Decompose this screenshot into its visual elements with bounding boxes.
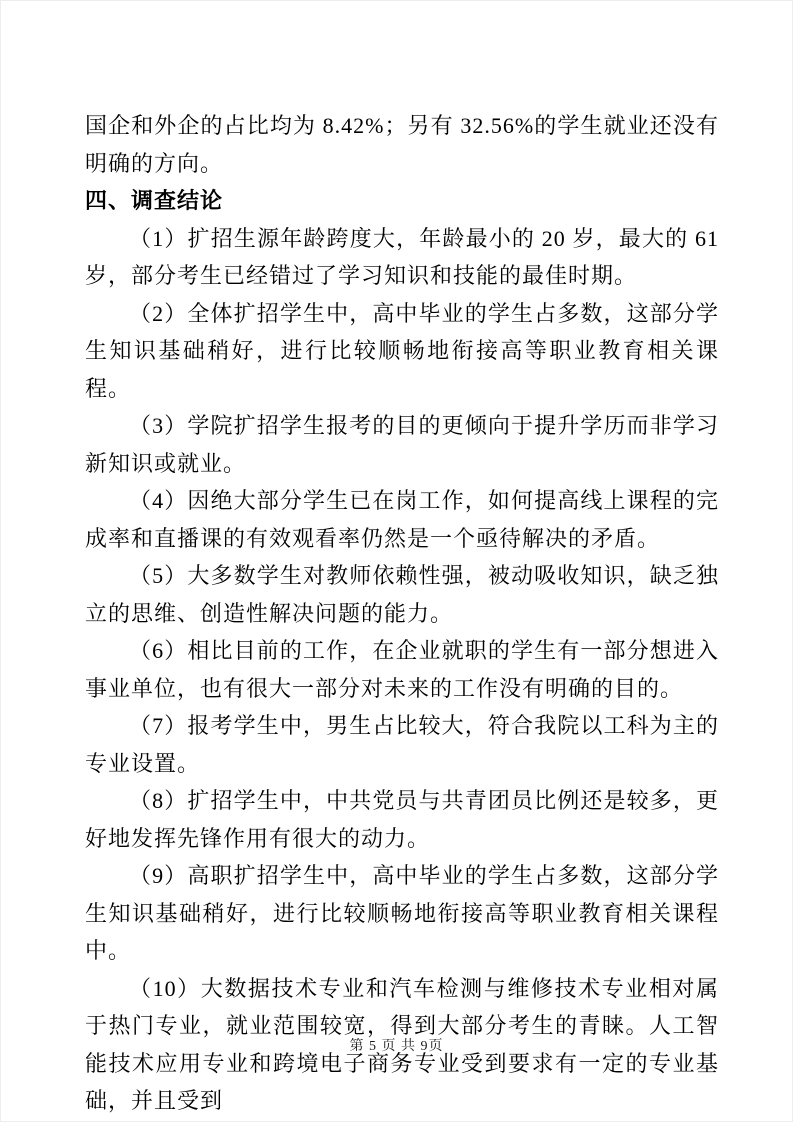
conclusion-paragraph-3: （3）学院扩招学生报考的目的更倾向于提升学历而非学习新知识或就业。 (85, 413, 719, 476)
conclusion-paragraph-5: （5）大多数学生对教师依赖性强，被动吸收知识，缺乏独立的思维、创造性解决问题的能力。 (85, 563, 719, 626)
conclusion-paragraph-8: （8）扩招学生中，中共党员与共青团员比例还是较多，更好地发挥先锋作用有很大的动力。 (85, 788, 719, 851)
continuation-paragraph: 国企和外企的占比均为 8.42%；另有 32.56%的学生就业还没有明确的方向。 (85, 113, 719, 176)
conclusion-paragraph-4: （4）因绝大部分学生已在岗工作，如何提高线上课程的完成率和直播课的有效观看率仍然是一个亟待解决的矛盾。 (85, 488, 719, 551)
section-heading-conclusions: 四、调查结论 (85, 188, 224, 213)
conclusion-paragraph-2: （2）全体扩招学生中，高中毕业的学生占多数，这部分学生知识基础稍好，进行比较顺畅地衔接高等职业教育相关课程。 (85, 300, 719, 401)
conclusion-paragraph-6: （6）相比目前的工作，在企业就职的学生有一部分想进入事业单位，也有很大一部分对未来的工作没有明确的目的。 (85, 638, 719, 701)
conclusion-paragraph-7: （7）报考学生中，男生占比较大，符合我院以工科为主的专业设置。 (85, 713, 719, 776)
conclusion-paragraph-10: （10）大数据技术专业和汽车检测与维修技术专业相对属于热门专业，就业范围较宽，得到大部分考生的青睐。人工智能技术应用专业和跨境电子商务专业受到要求有一定的专业基础，并且受到 (85, 975, 719, 1113)
conclusion-paragraph-9: （9）高职扩招学生中，高中毕业的学生占多数，这部分学生知识基础稍好，进行比较顺畅地衔接高等职业教育相关课程中。 (85, 863, 719, 963)
conclusion-paragraph-1: （1）扩招生源年龄跨度大，年龄最小的 20 岁，最大的 61 岁，部分考生已经错过了学习知识和技能的最佳时期。 (85, 225, 719, 288)
page-footer: 第 5 页 共 9页 (349, 1039, 444, 1054)
document-content (85, 107, 719, 1120)
